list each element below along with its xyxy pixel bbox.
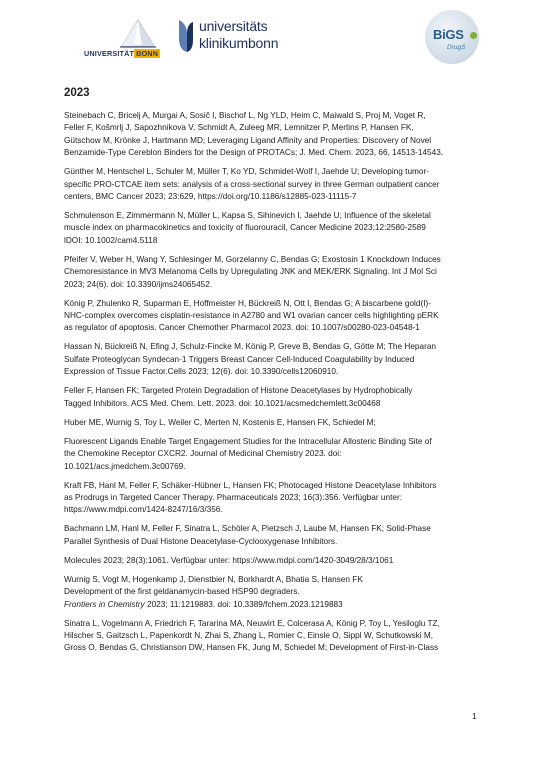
reference-item: Pfeifer V, Weber H, Wang Y, Schlesinger M, Gorzelanny C, Bendas G; Exostosin 1 Knockdown Induces Chemoresistance in MV3 Melanoma Cells by Upregulating JNK and MEK/ERK Signaling. Int J Mol Sci 2023; 24(6). doi: 10.3390/ijms24065452. bbox=[64, 254, 441, 289]
reference-item: König P, Zhulenko R, Suparman E, Hoffmeister H, Bückreiß N, Ott I, Bendas G; A biscarbene gold(I)- NHC-complex overcomes cisplatin-resistance in A2780 and W1 ovarian cancer cells highlighting pERK as regulator of apoptosis. Cancer Chemother Pharmacol 2023. doi: 10.1007/s00280-023-04548-1 bbox=[64, 298, 439, 333]
bonn-wordmark: UNIVERSITÄT BONN bbox=[84, 49, 159, 58]
bonn-fold-mark-icon bbox=[120, 18, 156, 48]
reference-item: Bachmann LM, Hanl M, Feller F, Sinatra L, Schöler A, Pietzsch J, Laube M, Hansen FK; Solid-Phase Parallel Synthesis of Dual Histone Deacetylase-Cyclooxygenase Inhibitors. bbox=[64, 524, 431, 546]
reference-tail: 2023; 11:1219883. doi: 10.3389/fchem.2023.1219883 bbox=[144, 599, 343, 609]
section-year-heading: 2023 bbox=[64, 87, 90, 99]
journal-name: Frontiers in Chemistry bbox=[64, 599, 145, 609]
bigs-name: BiGS bbox=[433, 27, 464, 42]
ukb-mark-icon bbox=[175, 16, 195, 56]
reference-item: Sinatra L, Vogelmann A, Friedrich F, Tararina MA, Neuwirt E, Colcerasa A, König P, Toy L, Yesiloglu TZ, Hilscher S, Gaitzsch L, Papenkordt N, Zhai S, Zhang L, Romier C, Einsle O, Sippl W, Schutkowski M, Gross O, Bendas G, Christianson DW, Hansen FK, Jung M, Schiedel M; Development of First-in-Class bbox=[64, 618, 440, 653]
page-number: 1 bbox=[472, 711, 477, 721]
bigs-dot-icon bbox=[470, 32, 477, 39]
reference-item bbox=[64, 574, 484, 611]
reference-list bbox=[64, 110, 484, 661]
ukb-line1: universitäts bbox=[199, 18, 268, 34]
reference-item: Fluorescent Ligands Enable Target Engagement Studies for the Intracellular Allosteric Binding Site of the Chemokine Receptor CXCR2. Journal of Medicinal Chemistry 2023. doi: 10.1021/acs.jmedchem.3c00769. bbox=[64, 436, 432, 471]
reference-text: Wurnig S, Vogt M, Hogenkamp J, Dienstbier N, Borkhardt A, Bhatia S, Hansen FK Development of the first geldanamycin-based HSP90 degraders. bbox=[64, 574, 363, 597]
reference-item: Schmulenson E, Zimmermann N, Müller L, Kapsa S, Sihinevich I, Jaehde U; Influence of the skeletal muscle index on pharmacokinetics and toxicity of fluorouracil, Cancer Medicine 2023;12:2580-2589 lDOI: 10.1002/cam4.5118 bbox=[64, 211, 431, 245]
bigs-sub: DrugS bbox=[447, 44, 466, 51]
reference-item: Huber ME, Wurnig S, Toy L, Weiler C, Merten N, Kostenis E, Hansen FK, Schiedel M; bbox=[64, 417, 376, 427]
university-bonn-logo bbox=[84, 18, 159, 60]
reference-item: Hassan N, Bückreiß N, Efing J, Schulz-Fincke M, König P, Greve B, Bendas G, Götte M; The Heparan Sulfate Proteoglycan Syndecan-1 Triggers Breast Cancer Cell-Induced Coagulability by Induced Expression of Tissue Factor.Cells 2023; 12(6). doi: 10.3390/cells12060910. bbox=[64, 342, 437, 377]
reference-item: Feller F, Hansen FK; Targeted Protein Degradation of Histone Deacetylases by Hydrophobically Tagged Inhibitors. ACS Med. Chem. Lett. 2023. doi: 10.1021/acsmedchemlett.3c00468 bbox=[64, 386, 413, 408]
reference-item: Steinebach C, Bricelj A, Murgai A, Sosič I, Bischof L, Ng YLD, Heim C, Maiwald S, Proj M, Voget R, Feller F, Košmrlj J, Sapozhnikova V, Schmidt A, Zuleeg MR, Lemnitzer P, Mertins P, Hansen FK, Gütschow M, Krönke J, Hartmann MD; Leveraging Ligand Affinity and Properties: Discovery of Novel Benzamide-Type Cereblon Binders for the Design of PROTACs; J. Med. Chem. 2023, 66, 14513-14543. bbox=[64, 111, 444, 158]
reference-item: Molecules 2023; 28(3):1061. Verfügbar unter: https://www.mdpi.com/1420-3049/28/3/1061 bbox=[64, 555, 394, 565]
reference-item: Günther M, Hentschel L, Schuler M, Müller T, Ko YD, Schmidet-Wolf I, Jaehde U; Developing tumor- specific PRO-CTCAE item sets: analysis of a cross-sectional survey in three German outpatient cancer centers, BMC Cancer 2023; 23:629, https://doi.org/10.1186/s12885-023-11115-7 bbox=[64, 167, 440, 202]
bigs-logo bbox=[425, 10, 481, 66]
page-header bbox=[0, 8, 543, 68]
ukb-line2: klinikumbonn bbox=[199, 35, 279, 51]
ukb-logo bbox=[175, 14, 295, 58]
reference-item: Kraft FB, Hanl M, Feller F, Schäker-Hübner L, Hansen FK; Photocaged Histone Deacetylase Inhibitors as Prodrugs in Targeted Cancer Therapy. Pharmaceuticals 2023; 16(3):356. Verfügbar unter: https://www.mdpi.com/1424-8247/16/3/356. bbox=[64, 480, 437, 515]
